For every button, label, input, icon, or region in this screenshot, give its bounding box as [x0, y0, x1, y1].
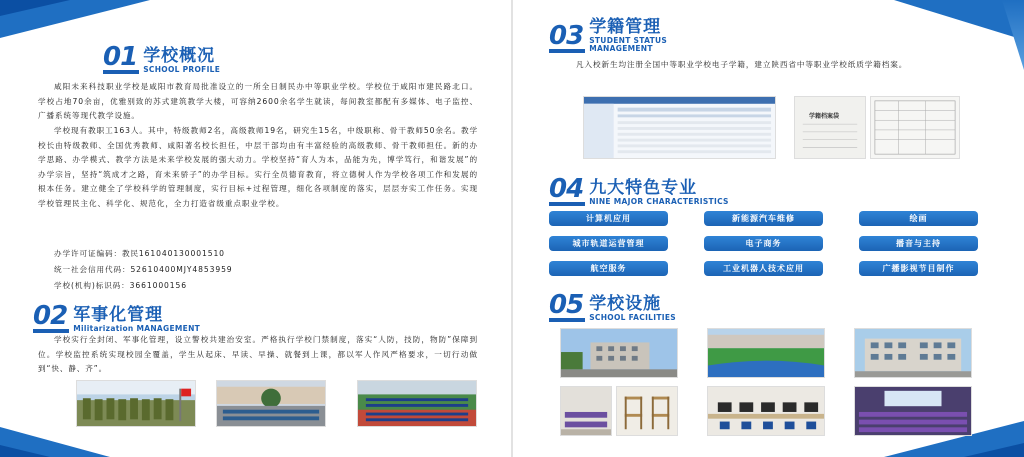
credit-code: 统一社会信用代码：52610400MJY4853959 — [54, 265, 233, 274]
major-badge: 城市轨道运营管理 — [549, 236, 668, 251]
section-subtitle: NINE MAJOR CHARACTERISTICS — [589, 197, 729, 206]
photo-sports-field — [707, 328, 825, 378]
section-header-student-status — [549, 18, 667, 53]
section-number: 03 — [549, 21, 584, 51]
majors-grid — [549, 211, 977, 276]
institution-code: 学校(机构)标识码：3661000156 — [54, 281, 187, 290]
photo-lecture-hall — [854, 386, 972, 436]
section-title: 军事化管理 — [73, 305, 164, 325]
section-title: 学校概况 — [143, 46, 216, 66]
section-number: 05 — [549, 290, 584, 320]
section-number: 02 — [33, 301, 68, 331]
section-title: 九大特色专业 — [589, 178, 698, 198]
section-header-military — [33, 303, 200, 333]
photo-classroom-seats — [560, 386, 612, 436]
photo-assembly — [216, 380, 326, 427]
photo-computer-lab — [707, 386, 825, 436]
page-gutter — [511, 0, 513, 457]
major-badge: 工业机器人技术应用 — [704, 261, 823, 276]
major-badge: 新能源汽车维修 — [704, 211, 823, 226]
section-header-majors — [549, 176, 729, 206]
major-badge: 绘画 — [859, 211, 978, 226]
photo-military-drill — [76, 380, 196, 427]
military-paragraph: 学校实行全封闭、军事化管理，设立警校共建治安室。严格执行学校门禁制度，落实“人防，技防，物防”保障到位。学校监控系统实现校园全覆盖，学生从起床、早读、早操、就餐到上课，都以军人作风严格要求，一切行动做到“快、静、齐”。 — [38, 335, 478, 374]
photo-campus-gate — [560, 328, 678, 378]
corner-decoration — [0, 0, 70, 16]
photo-dormitory — [616, 386, 678, 436]
section-number: 01 — [103, 42, 138, 72]
section-title: 学校设施 — [589, 294, 662, 314]
major-badge: 航空服务 — [549, 261, 668, 276]
profile-paragraph-1: 咸阳未来科技职业学校是咸阳市教育局批准设立的一所全日制民办中等职业学校。学校位于咸阳市建民路北口。学校占地70余亩，优雅别致的苏式建筑教学大楼，可容纳2600余名学生就读，每间教室都配有多媒体、电子监控、广播系统等现代教学设施。 — [38, 82, 478, 121]
profile-paragraph-2: 学校现有教职工163人。其中，特级教师2名，高级教师19名，研究生15名，中级职称、骨干教师50余名。教学校长由特级教师、全国优秀教师、咸阳著名校长担任，中层干部均由有丰富经验的高级教师、骨干教师担任。新的办学思路、办学模式、教学方法是未来学校发展的强大动力。学校坚持“育人为本，品能为先，博学笃行，和谐发展”的办学宗旨，坚持“筑成才之路，育未来骄子”的办学目标。实行全员德育教育，将立德树人作为学校各项工作和发展的根本任务。建立健全了学校科学的管理制度，实行目标+过程管理，细化各项制度的落实，层层夯实工作任务。实现学校管理民主化、科学化、规范化，全力打造省级重点职业学校。 — [38, 126, 478, 208]
major-badge: 广播影视节目制作 — [859, 261, 978, 276]
major-badge: 播音与主持 — [859, 236, 978, 251]
section-header-school-profile — [103, 44, 220, 74]
section-title: 学籍管理 — [589, 17, 662, 37]
section-subtitle: STUDENT STATUS — [589, 36, 668, 45]
photo-archive-form — [870, 96, 960, 159]
student-status-paragraph: 凡入校新生均注册全国中等职业学校电子学籍，建立陕西省中等职业学校纸质学籍档案。 — [576, 60, 908, 69]
corner-decoration — [0, 445, 50, 457]
section-subtitle-2: MANAGEMENT — [589, 44, 653, 53]
license-code: 办学许可证编码：教民161040130001510 — [54, 249, 225, 258]
section-subtitle: SCHOOL PROFILE — [143, 65, 221, 74]
photo-archive-folder — [794, 96, 866, 159]
major-badge: 计算机应用 — [549, 211, 668, 226]
section-subtitle: SCHOOL FACILITIES — [589, 313, 676, 322]
archive-folder-title: 学籍档案袋 — [809, 113, 840, 120]
corner-decoration — [964, 443, 1024, 457]
major-badge: 电子商务 — [704, 236, 823, 251]
photo-main-building — [854, 328, 972, 378]
section-number: 04 — [549, 174, 584, 204]
section-header-facilities — [549, 292, 676, 322]
section-subtitle: Militarization MANAGEMENT — [73, 324, 201, 333]
photo-student-system-screen — [583, 96, 776, 159]
photo-exercise — [357, 380, 477, 427]
